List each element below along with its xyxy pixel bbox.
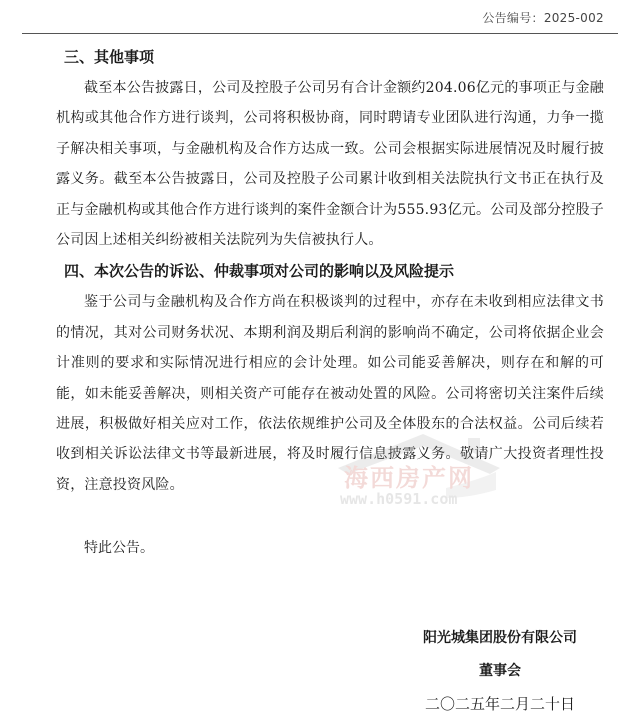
section-3-paragraph: 截至本公告披露日，公司及控股子公司另有合计金额约204.06亿元的事项正与金融机构或其他合作方进行谈判，公司将积极协商，同时聘请专业团队进行沟通，力争一揽子解决相关事项，与金融机构及合作方达成一致。公司会根据实际进展情况及时履行披露义务。截至本公告披露日，公司及控股子公司累计收到相关法院执行文书正在执行及正与金融机构或其他合作方进行谈判的案件金额合计为555.93亿元。公司及部分控股子公司因上述相关纠纷被相关法院列为失信被执行人。 (56, 80, 604, 249)
closing-statement: 特此公告。 (84, 540, 154, 557)
document-body (56, 44, 604, 562)
section-4-heading: 四、本次公告的诉讼、仲裁事项对公司的影响以及风险提示 (64, 262, 455, 281)
announcement-number: 公告编号：2025-002 (482, 11, 604, 25)
signature-block (400, 622, 600, 721)
section-3-heading: 三、其他事项 (64, 48, 155, 66)
section-4-paragraph: 鉴于公司与金融机构及合作方尚在积极谈判的过程中，亦存在未收到相应法律文书的情况，其对公司财务状况、本期利润及期后利润的影响尚不确定，公司将依据企业会计准则的要求和实际情况进行相应的会计处理。如公司能妥善解决，则存在和解的可能，如未能妥善解决，则相关资产可能存在被动处置的风险。公司将密切关注案件后续进展，积极做好相关应对工作，依法依规维护公司及全体股东的合法权益。公司后续若收到相关诉讼法律文书等最新进展，将及时履行信息披露义务。敬请广大投资者理性投资，注意投资风险。 (56, 294, 604, 493)
header-divider (22, 33, 618, 34)
announcement-date: 二〇二五年二月二十日 (424, 695, 575, 713)
board-name: 董事会 (479, 663, 521, 679)
watermark-url: www.h0591.com (340, 490, 458, 508)
watermark-site-name: 海西房产网 (344, 464, 474, 492)
company-name: 阳光城集团股份有限公司 (423, 630, 577, 646)
